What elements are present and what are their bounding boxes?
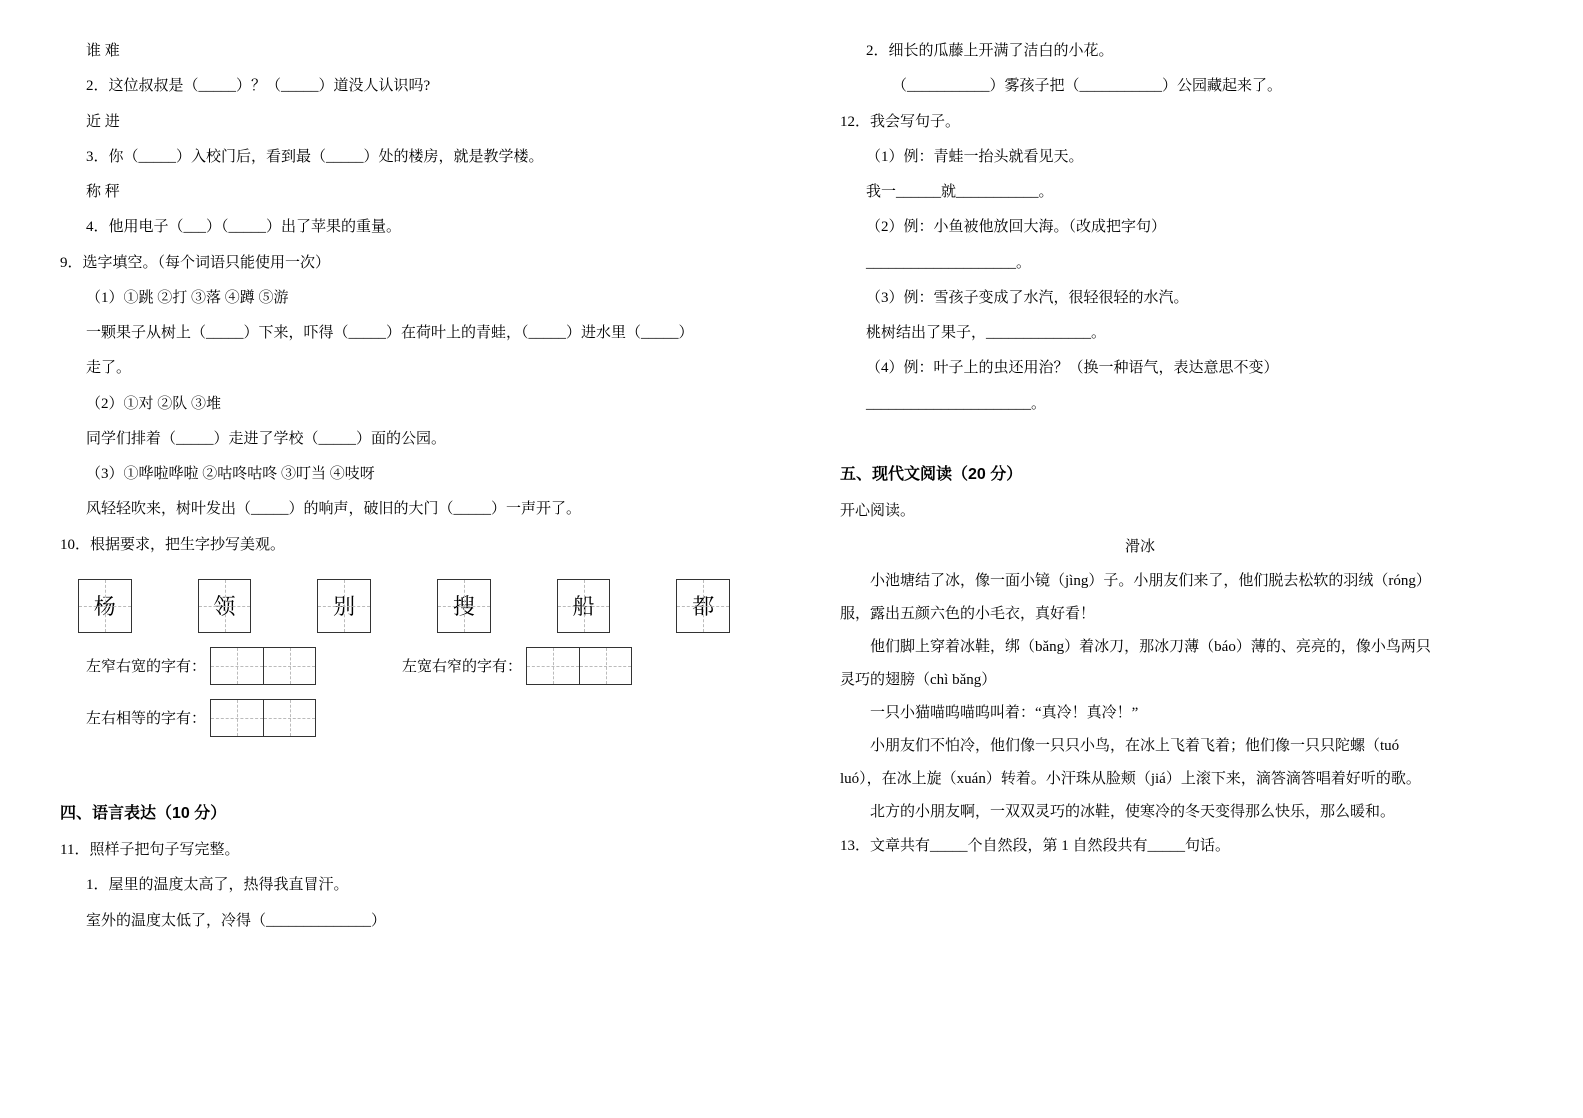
q12-s1-answer: 我一______就___________。	[866, 184, 1054, 200]
q9-sub2-line1: 同学们排着（_____）走进了学校（_____）面的公园。	[86, 430, 447, 447]
answer-cell[interactable]	[579, 648, 631, 684]
section-5-title: 五、现代文阅读（20 分）	[840, 465, 1023, 483]
passage-paragraph-2: 他们脚上穿着冰鞋，绑（bǎng）着冰刀，那冰刀薄（báo）薄的、亮亮的，像小鸟两只灵巧的翅膀（chì bǎng）	[840, 639, 1431, 689]
q10-label-equal: 左右相等的字有：	[86, 711, 207, 728]
q8-item-2: 2．这位叔叔是（_____）？（_____）道没人认识吗?	[86, 78, 431, 95]
tianzi-cell-char: 杨	[78, 579, 132, 633]
q11-answer-line: 室外的温度太低了，冷得（______________）	[86, 912, 387, 929]
q12-s4-example: （4）例：叶子上的虫还用治？（换一种语气，表达意思不变）	[866, 360, 1279, 377]
q9-sub1-line2: 走了。	[86, 360, 132, 377]
q13-question: 13．文章共有_____个自然段，第 1 自然段共有_____句话。	[840, 838, 1231, 855]
tianzi-cell-char: 搜	[437, 579, 491, 633]
q12-s1-example: （1）例：青蛙一抬头就看见天。	[866, 148, 1084, 165]
q9-sub1-line1: 一颗果子从树上（_____）下来，吓得（_____）在荷叶上的青蛙，（_____）进水里（_____）	[86, 325, 694, 341]
section-5-lead: 开心阅读。	[840, 503, 916, 520]
passage-title: 滑冰	[1124, 539, 1155, 556]
q11-title: 11．照样子把句子写完整。	[60, 842, 240, 859]
answer-box-equal[interactable]	[210, 699, 316, 737]
q10-label-wide-narrow: 左宽右窄的字有：	[402, 659, 523, 676]
q12-s3-example: （3）例：雪孩子变成了水汽，很轻很轻的水汽。	[866, 289, 1189, 306]
answer-cell[interactable]	[211, 648, 263, 684]
answer-cell[interactable]	[527, 648, 579, 684]
answer-cell[interactable]	[263, 648, 315, 684]
q9-sub2-options: （2）①对 ②队 ③堆	[86, 395, 222, 412]
passage-paragraph-3: 一只小猫喵呜喵呜叫着：“真冷！真冷！”	[870, 705, 1139, 722]
q10-label-narrow-wide: 左窄右宽的字有：	[86, 659, 207, 676]
answer-cell[interactable]	[211, 700, 263, 736]
q9-title: 9．选字填空。（每个词语只能使用一次）	[60, 254, 331, 271]
answer-box-narrow-wide[interactable]	[210, 647, 316, 685]
q10-title: 10．根据要求，把生字抄写美观。	[60, 536, 286, 553]
q8-charpair-2: 近 进	[86, 113, 120, 130]
answer-cell[interactable]	[263, 700, 315, 736]
q12-s4-answer: ______________________。	[866, 395, 1047, 412]
q8-item-4: 4．他用电子（___）（_____）出了苹果的重量。	[86, 219, 402, 236]
cont-item-2-blank: （___________）雾孩子把（___________）公园藏起来了。	[892, 78, 1283, 95]
q8-charpair-3: 称 秤	[86, 184, 120, 200]
q12-s2-answer: ____________________。	[866, 254, 1032, 271]
answer-box-wide-narrow[interactable]	[526, 647, 632, 685]
q9-sub3-options: （3）①哗啦哗啦 ②咕咚咕咚 ③叮当 ④吱呀	[86, 466, 375, 482]
q9-sub3-line1: 风轻轻吹来，树叶发出（_____）的响声，破旧的大门（_____）一声开了。	[86, 501, 582, 518]
q10-answer-row-1	[86, 647, 730, 685]
tianzi-cell-char: 领	[198, 579, 252, 633]
cont-item-2: 2．细长的瓜藤上开满了洁白的小花。	[866, 43, 1114, 59]
left-column	[60, 34, 750, 1108]
q12-s3-answer: 桃树结出了果子，______________。	[866, 325, 1107, 341]
tianzi-cell-char: 都	[676, 579, 730, 633]
q11-example: 1．屋里的温度太高了，热得我直冒汗。	[86, 877, 349, 894]
right-column	[750, 34, 1440, 1108]
q12-s2-example: （2）例：小鱼被他放回大海。（改成把字句）	[866, 219, 1167, 236]
passage-paragraph-5: 北方的小朋友啊，一双双灵巧的冰鞋，使寒冷的冬天变得那么快乐，那么暖和。	[870, 804, 1396, 821]
tianzi-cell-char: 别	[317, 579, 371, 633]
passage-paragraph-1: 小池塘结了冰，像一面小镜（jìng）子。小朋友们来了，他们脱去松软的羽绒（róng）服，露出五颜六色的小毛衣，真好看！	[840, 573, 1431, 623]
q12-title: 12．我会写句子。	[840, 113, 961, 130]
passage-paragraph-4: 小朋友们不怕冷，他们像一只只小鸟，在冰上飞着飞着；他们像一只只陀螺（tuó luó），在冰上旋（xuán）转着。小汗珠从脸颊（jiá）上滚下来，滴答滴答唱着好听的歌。	[840, 738, 1421, 788]
q10-character-grid	[78, 579, 730, 633]
q10-answer-row-2	[86, 699, 730, 737]
q9-sub1-options: （1）①跳 ②打 ③落 ④蹲 ⑤游	[86, 289, 289, 306]
tianzi-cell-char: 船	[557, 579, 611, 633]
q8-charpair-1: 谁 难	[86, 43, 120, 59]
section-4-title: 四、语言表达（10 分）	[60, 804, 227, 822]
q8-item-3: 3．你（_____）入校门后，看到最（_____）处的楼房，就是教学楼。	[86, 148, 544, 165]
